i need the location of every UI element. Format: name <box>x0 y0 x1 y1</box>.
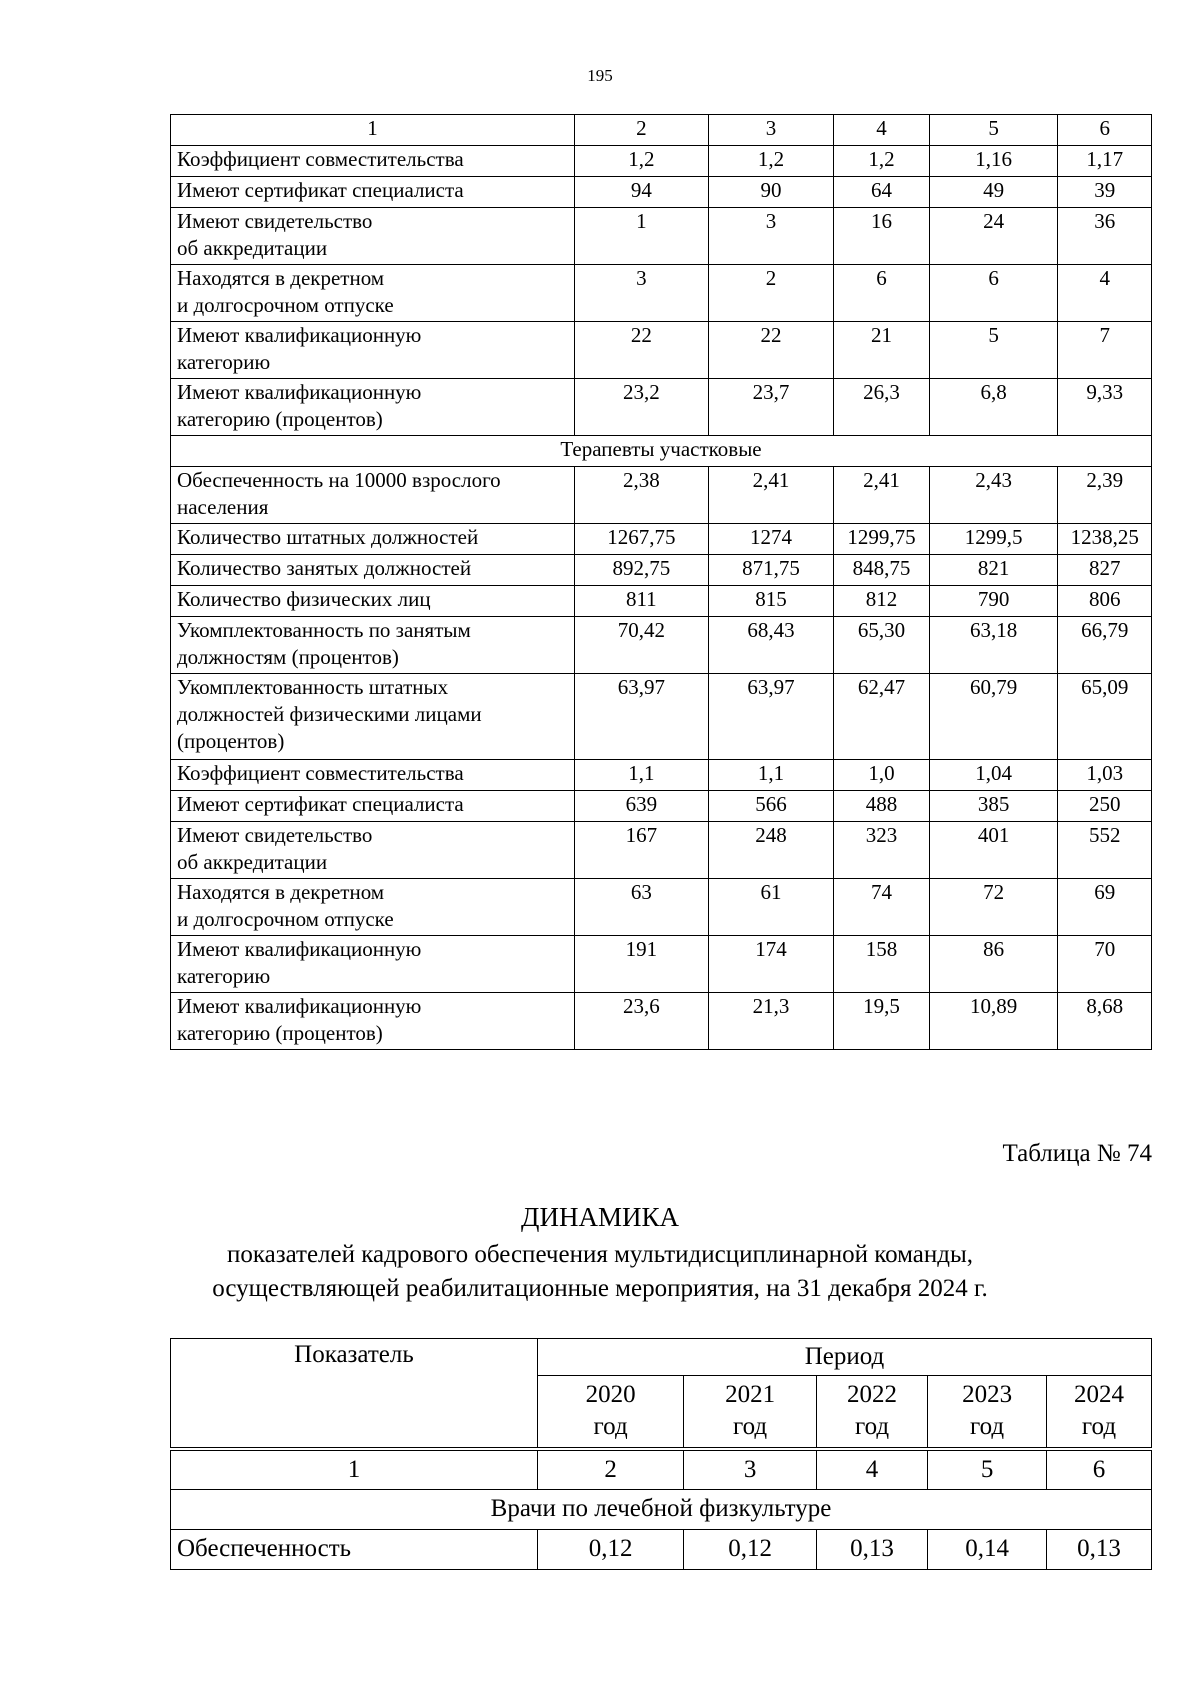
cell-value: 1274 <box>708 524 833 555</box>
column-number: 6 <box>1046 1449 1151 1489</box>
row-label: Обеспеченность на 10000 взрослого населения <box>171 467 575 524</box>
cell-value: 7 <box>1058 322 1152 379</box>
section-row <box>171 1489 1152 1529</box>
table-row <box>171 555 1152 586</box>
table-row <box>171 208 1152 265</box>
table-row <box>171 379 1152 436</box>
cell-value: 19,5 <box>834 993 930 1050</box>
cell-value: 1,16 <box>929 146 1058 177</box>
column-number: 4 <box>816 1449 927 1489</box>
table-row <box>171 791 1152 822</box>
cell-value: 66,79 <box>1058 617 1152 674</box>
cell-value: 790 <box>929 586 1058 617</box>
cell-value: 1,17 <box>1058 146 1152 177</box>
cell-value: 6 <box>929 265 1058 322</box>
row-label: Имеют сертификат специалиста <box>171 177 575 208</box>
row-label: Количество штатных должностей <box>171 524 575 555</box>
cell-value: 6 <box>834 265 930 322</box>
cell-value: 60,79 <box>929 674 1058 760</box>
column-number: 3 <box>684 1449 817 1489</box>
table-number: Таблица № 74 <box>1002 1140 1152 1167</box>
cell-value: 2,39 <box>1058 467 1152 524</box>
cell-value: 1,0 <box>834 760 930 791</box>
cell-value: 26,3 <box>834 379 930 436</box>
cell-value: 812 <box>834 586 930 617</box>
column-number-row <box>171 115 1152 146</box>
cell-value: 2,41 <box>708 467 833 524</box>
cell-value: 23,2 <box>574 379 708 436</box>
table-row <box>171 674 1152 760</box>
column-number: 1 <box>171 115 575 146</box>
year-header: 2023 год <box>928 1375 1047 1449</box>
cell-value: 158 <box>834 936 930 993</box>
cell-value: 385 <box>929 791 1058 822</box>
cell-value: 72 <box>929 879 1058 936</box>
staffing-table <box>170 114 1152 1050</box>
table-row <box>171 524 1152 555</box>
section-title: Врачи по лечебной физкультуре <box>171 1489 1152 1529</box>
column-number: 4 <box>834 115 930 146</box>
table-row <box>171 993 1152 1050</box>
row-label: Имеют квалификационную категорию <box>171 322 575 379</box>
row-label: Находятся в декретном и долгосрочном отпуске <box>171 879 575 936</box>
cell-value: 5 <box>929 322 1058 379</box>
row-label: Количество физических лиц <box>171 586 575 617</box>
year-header: 2024 год <box>1046 1375 1151 1449</box>
table-row <box>171 265 1152 322</box>
cell-value: 1238,25 <box>1058 524 1152 555</box>
cell-value: 74 <box>834 879 930 936</box>
cell-value: 65,30 <box>834 617 930 674</box>
cell-value: 22 <box>574 322 708 379</box>
cell-value: 848,75 <box>834 555 930 586</box>
table-row <box>171 936 1152 993</box>
cell-value: 21 <box>834 322 930 379</box>
column-number-row <box>171 1449 1152 1489</box>
row-label: Имеют свидетельство об аккредитации <box>171 208 575 265</box>
table-row <box>171 146 1152 177</box>
cell-value: 811 <box>574 586 708 617</box>
cell-value: 9,33 <box>1058 379 1152 436</box>
table-row <box>171 879 1152 936</box>
cell-value: 1 <box>574 208 708 265</box>
year-header: 2022 год <box>816 1375 927 1449</box>
cell-value: 3 <box>708 208 833 265</box>
cell-value: 63,18 <box>929 617 1058 674</box>
column-number: 2 <box>537 1449 683 1489</box>
table-row <box>171 1529 1152 1569</box>
cell-value: 39 <box>1058 177 1152 208</box>
table-subtitle-line-1: показателей кадрового обеспечения мультидисциплинарной команды, <box>226 1241 974 1268</box>
row-label: Находятся в декретном и долгосрочном отпуске <box>171 265 575 322</box>
column-number: 1 <box>171 1449 538 1489</box>
row-label: Количество занятых должностей <box>171 555 575 586</box>
year-header: 2020 год <box>537 1375 683 1449</box>
cell-value: 3 <box>574 265 708 322</box>
cell-value: 62,47 <box>834 674 930 760</box>
cell-value: 2,41 <box>834 467 930 524</box>
cell-value: 68,43 <box>708 617 833 674</box>
cell-value: 86 <box>929 936 1058 993</box>
cell-value: 10,89 <box>929 993 1058 1050</box>
cell-value: 250 <box>1058 791 1152 822</box>
header-indicator: Показатель <box>171 1339 538 1450</box>
table-subtitle <box>0 1238 1200 1306</box>
cell-value: 36 <box>1058 208 1152 265</box>
table-74 <box>170 1338 1152 1570</box>
row-label: Коэффициент совместительства <box>171 146 575 177</box>
section-title: Терапевты участковые <box>171 436 1152 467</box>
column-number: 3 <box>708 115 833 146</box>
cell-value: 21,3 <box>708 993 833 1050</box>
cell-value: 639 <box>574 791 708 822</box>
cell-value: 70 <box>1058 936 1152 993</box>
cell-value: 22 <box>708 322 833 379</box>
cell-value: 49 <box>929 177 1058 208</box>
cell-value: 806 <box>1058 586 1152 617</box>
cell-value: 871,75 <box>708 555 833 586</box>
cell-value: 821 <box>929 555 1058 586</box>
cell-value: 23,6 <box>574 993 708 1050</box>
cell-value: 566 <box>708 791 833 822</box>
row-label: Обеспеченность <box>171 1529 538 1569</box>
cell-value: 0,12 <box>684 1529 817 1569</box>
cell-value: 323 <box>834 822 930 879</box>
row-label: Коэффициент совместительства <box>171 760 575 791</box>
cell-value: 191 <box>574 936 708 993</box>
cell-value: 1299,5 <box>929 524 1058 555</box>
cell-value: 61 <box>708 879 833 936</box>
header-period: Период <box>537 1339 1151 1376</box>
cell-value: 1299,75 <box>834 524 930 555</box>
cell-value: 0,13 <box>816 1529 927 1569</box>
row-label: Имеют квалификационную категорию (процентов) <box>171 993 575 1050</box>
cell-value: 167 <box>574 822 708 879</box>
cell-value: 16 <box>834 208 930 265</box>
cell-value: 65,09 <box>1058 674 1152 760</box>
cell-value: 1,03 <box>1058 760 1152 791</box>
cell-value: 63,97 <box>708 674 833 760</box>
table-row <box>171 586 1152 617</box>
table-row <box>171 467 1152 524</box>
cell-value: 4 <box>1058 265 1152 322</box>
cell-value: 8,68 <box>1058 993 1152 1050</box>
table-heading: ДИНАМИКА <box>521 1202 679 1232</box>
cell-value: 1267,75 <box>574 524 708 555</box>
cell-value: 2,38 <box>574 467 708 524</box>
cell-value: 488 <box>834 791 930 822</box>
table-row <box>171 177 1152 208</box>
column-number: 5 <box>928 1449 1047 1489</box>
cell-value: 94 <box>574 177 708 208</box>
cell-value: 892,75 <box>574 555 708 586</box>
year-header: 2021 год <box>684 1375 817 1449</box>
cell-value: 63,97 <box>574 674 708 760</box>
column-number: 2 <box>574 115 708 146</box>
cell-value: 24 <box>929 208 1058 265</box>
cell-value: 248 <box>708 822 833 879</box>
row-label: Имеют свидетельство об аккредитации <box>171 822 575 879</box>
column-number: 5 <box>929 115 1058 146</box>
cell-value: 174 <box>708 936 833 993</box>
page-number: 195 <box>587 66 613 85</box>
cell-value: 6,8 <box>929 379 1058 436</box>
column-number: 6 <box>1058 115 1152 146</box>
cell-value: 23,7 <box>708 379 833 436</box>
row-label: Имеют квалификационную категорию <box>171 936 575 993</box>
row-label: Укомплектованность по занятым должностям (процентов) <box>171 617 575 674</box>
row-label: Укомплектованность штатных должностей физическими лицами (процентов) <box>171 674 575 760</box>
cell-value: 827 <box>1058 555 1152 586</box>
cell-value: 0,14 <box>928 1529 1047 1569</box>
cell-value: 401 <box>929 822 1058 879</box>
table-subtitle-line-2: осуществляющей реабилитационные мероприятия, на 31 декабря 2024 г. <box>212 1275 988 1302</box>
cell-value: 63 <box>574 879 708 936</box>
cell-value: 0,13 <box>1046 1529 1151 1569</box>
table-row <box>171 322 1152 379</box>
section-row <box>171 436 1152 467</box>
table-row <box>171 822 1152 879</box>
row-label: Имеют квалификационную категорию (процентов) <box>171 379 575 436</box>
cell-value: 1,04 <box>929 760 1058 791</box>
row-label: Имеют сертификат специалиста <box>171 791 575 822</box>
cell-value: 70,42 <box>574 617 708 674</box>
cell-value: 1,2 <box>574 146 708 177</box>
cell-value: 815 <box>708 586 833 617</box>
cell-value: 1,1 <box>708 760 833 791</box>
cell-value: 64 <box>834 177 930 208</box>
cell-value: 90 <box>708 177 833 208</box>
cell-value: 2,43 <box>929 467 1058 524</box>
cell-value: 69 <box>1058 879 1152 936</box>
cell-value: 1,2 <box>708 146 833 177</box>
cell-value: 2 <box>708 265 833 322</box>
cell-value: 552 <box>1058 822 1152 879</box>
table-row <box>171 617 1152 674</box>
table-row <box>171 760 1152 791</box>
cell-value: 1,1 <box>574 760 708 791</box>
cell-value: 0,12 <box>537 1529 683 1569</box>
cell-value: 1,2 <box>834 146 930 177</box>
